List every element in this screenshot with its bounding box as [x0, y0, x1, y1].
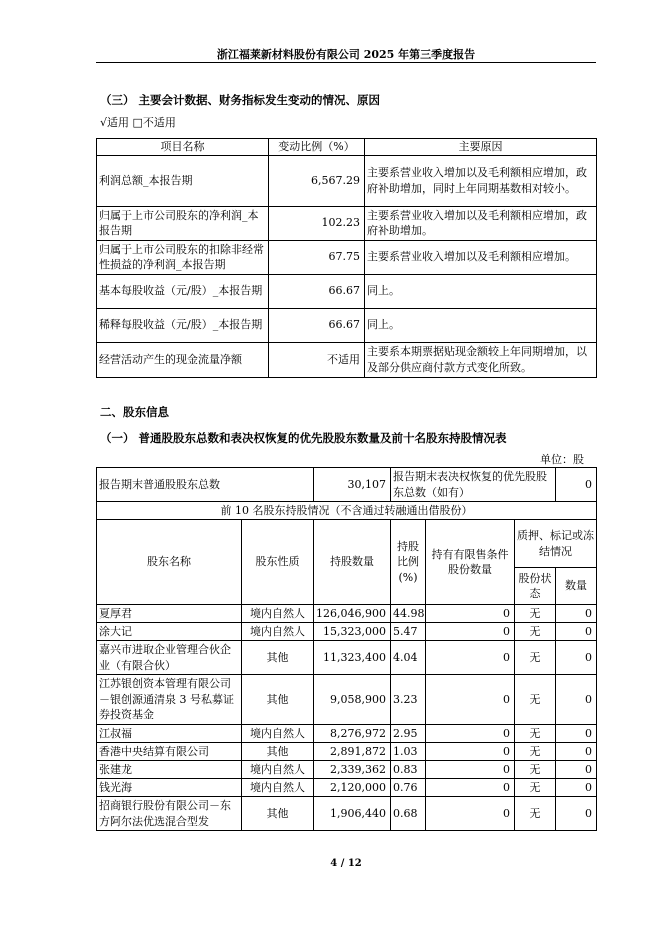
col-header: 持股数量	[314, 520, 391, 605]
col-header: 股东名称	[97, 520, 242, 605]
holder-status: 无	[515, 743, 556, 761]
item-name: 利润总额_本报告期	[97, 155, 269, 206]
holder-ratio: 44.98	[391, 605, 426, 623]
col-header: 变动比例（%）	[269, 139, 365, 156]
holder-name: 江苏银创资本管理有限公司－银创源通清泉 3 号私募证券投资基金	[97, 675, 242, 725]
holder-name: 香港中央结算有限公司	[97, 743, 242, 761]
holder-status: 无	[515, 725, 556, 743]
top10-label: 前 10 名股东持股情况（不含通过转融通出借股份）	[97, 502, 597, 520]
table-row	[97, 342, 597, 377]
holder-qty: 0	[556, 761, 597, 779]
holder-restricted: 0	[426, 725, 515, 743]
holder-nature: 境内自然人	[242, 605, 314, 623]
change-ratio: 6,567.29	[269, 155, 365, 206]
main-reason: 主要系营业收入增加以及毛利额相应增加，政府补助增加，同时上年同期基数相对较小。	[365, 155, 597, 206]
col-header: 数量	[556, 568, 597, 605]
holder-nature: 其他	[242, 743, 314, 761]
holder-name: 招商银行股份有限公司－东方阿尔法优选混合型发	[97, 797, 242, 831]
col-header: 股东性质	[242, 520, 314, 605]
holder-shares: 2,891,872	[314, 743, 391, 761]
holder-shares: 8,276,972	[314, 725, 391, 743]
main-reason: 主要系本期票据贴现金额较上年同期增加，以及部分供应商付款方式变化所致。	[365, 342, 597, 377]
holder-nature: 境内自然人	[242, 725, 314, 743]
holder-status: 无	[515, 641, 556, 675]
holder-shares: 9,058,900	[314, 675, 391, 725]
item-name: 归属于上市公司股东的净利润_本报告期	[97, 206, 269, 240]
change-ratio: 66.67	[269, 308, 365, 342]
main-reason: 主要系营业收入增加以及毛利额相应增加。	[365, 240, 597, 274]
item-name: 稀释每股收益（元/股）_本报告期	[97, 308, 269, 342]
holder-shares: 2,120,000	[314, 779, 391, 797]
holder-ratio: 2.95	[391, 725, 426, 743]
holder-shares: 2,339,362	[314, 761, 391, 779]
holder-name: 夏厚君	[97, 605, 242, 623]
col-header: 持有有限售条件股份数量	[426, 520, 515, 605]
holder-ratio: 4.04	[391, 641, 426, 675]
holder-qty: 0	[556, 641, 597, 675]
holder-status: 无	[515, 675, 556, 725]
table-row	[97, 725, 597, 743]
page-number: 4 / 12	[330, 858, 362, 869]
item-name: 归属于上市公司股东的扣除非经常性损益的净利润_本报告期	[97, 240, 269, 274]
section3-title: （三） 主要会计数据、财务指标发生变动的情况、原因	[100, 93, 381, 107]
holder-ratio: 3.23	[391, 675, 426, 725]
holder-restricted: 0	[426, 743, 515, 761]
holder-shares: 15,323,000	[314, 623, 391, 641]
applicability-checkbox-text: √适用 □不适用	[100, 116, 176, 129]
section2-subtitle: （一） 普通股股东总数和表决权恢复的优先股股东数量及前十名股东持股情况表	[100, 431, 507, 445]
holder-nature: 其他	[242, 797, 314, 831]
holder-name: 钱光海	[97, 779, 242, 797]
holder-shares: 1,906,440	[314, 797, 391, 831]
main-reason: 同上。	[365, 274, 597, 308]
holder-qty: 0	[556, 605, 597, 623]
pref-holders-value: 0	[556, 468, 597, 502]
holder-nature: 其他	[242, 675, 314, 725]
item-name: 经营活动产生的现金流量净额	[97, 342, 269, 377]
table-row	[97, 623, 597, 641]
holder-ratio: 0.76	[391, 779, 426, 797]
top10-row	[97, 502, 597, 520]
table-row	[97, 797, 597, 831]
unit-label: 单位：股	[540, 453, 584, 466]
table-row	[97, 155, 597, 206]
main-reason: 同上。	[365, 308, 597, 342]
holder-nature: 其他	[242, 641, 314, 675]
total-holders-value: 30,107	[314, 468, 391, 502]
holder-nature: 境内自然人	[242, 779, 314, 797]
table-row	[97, 641, 597, 675]
col-header: 持股比例(%)	[391, 520, 426, 605]
holder-name: 张建龙	[97, 761, 242, 779]
change-ratio: 不适用	[269, 342, 365, 377]
holder-restricted: 0	[426, 605, 515, 623]
table-header-row	[97, 139, 597, 156]
change-ratio: 66.67	[269, 274, 365, 308]
holder-qty: 0	[556, 797, 597, 831]
change-ratio: 102.23	[269, 206, 365, 240]
holder-nature: 境内自然人	[242, 761, 314, 779]
holder-ratio: 0.83	[391, 761, 426, 779]
holder-name: 嘉兴市进取企业管理合伙企业（有限合伙）	[97, 641, 242, 675]
table-row	[97, 761, 597, 779]
holder-qty: 0	[556, 779, 597, 797]
holder-restricted: 0	[426, 797, 515, 831]
shareholders-table	[96, 467, 597, 831]
totals-row	[97, 468, 597, 502]
holder-restricted: 0	[426, 623, 515, 641]
table-row	[97, 206, 597, 240]
change-reasons-table	[96, 138, 597, 378]
holders-header-row	[97, 520, 597, 568]
change-ratio: 67.75	[269, 240, 365, 274]
holder-name: 涂大记	[97, 623, 242, 641]
table-row	[97, 605, 597, 623]
col-header: 项目名称	[97, 139, 269, 156]
holder-status: 无	[515, 761, 556, 779]
holder-ratio: 1.03	[391, 743, 426, 761]
holder-status: 无	[515, 779, 556, 797]
table-row	[97, 779, 597, 797]
holder-shares: 11,323,400	[314, 641, 391, 675]
page-header: 浙江福莱新材料股份有限公司 2025 年第三季度报告	[216, 48, 476, 61]
col-header: 股份状态	[515, 568, 556, 605]
holder-restricted: 0	[426, 761, 515, 779]
holder-status: 无	[515, 797, 556, 831]
pref-holders-label: 报告期末表决权恢复的优先股股东总数（如有）	[391, 468, 556, 502]
main-reason: 主要系营业收入增加以及毛利额相应增加，政府补助增加。	[365, 206, 597, 240]
table-row	[97, 240, 597, 274]
holder-restricted: 0	[426, 675, 515, 725]
table-row	[97, 308, 597, 342]
holder-qty: 0	[556, 623, 597, 641]
holder-qty: 0	[556, 743, 597, 761]
holder-status: 无	[515, 605, 556, 623]
table-row	[97, 743, 597, 761]
holder-qty: 0	[556, 725, 597, 743]
table-row	[97, 274, 597, 308]
holder-ratio: 5.47	[391, 623, 426, 641]
col-header: 质押、标记或冻结情况	[515, 520, 597, 568]
holder-status: 无	[515, 623, 556, 641]
item-name: 基本每股收益（元/股）_本报告期	[97, 274, 269, 308]
holder-nature: 境内自然人	[242, 623, 314, 641]
header-rule	[96, 62, 596, 63]
holder-restricted: 0	[426, 641, 515, 675]
holder-shares: 126,046,900	[314, 605, 391, 623]
holder-qty: 0	[556, 675, 597, 725]
total-holders-label: 报告期末普通股股东总数	[97, 468, 314, 502]
holder-name: 江叔福	[97, 725, 242, 743]
section2-title: 二、股东信息	[100, 405, 169, 419]
col-header: 主要原因	[365, 139, 597, 156]
holder-restricted: 0	[426, 779, 515, 797]
table-row	[97, 675, 597, 725]
holder-ratio: 0.68	[391, 797, 426, 831]
